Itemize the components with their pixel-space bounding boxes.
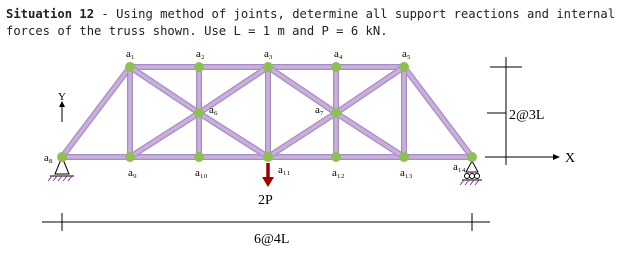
- joint-label-a3: a₃: [264, 48, 273, 60]
- joint-label-a6: a₆: [209, 104, 218, 116]
- joint-label-a4: a₄: [334, 48, 343, 60]
- joint-label-a12: a₁₂: [332, 167, 345, 179]
- load-label: 2P: [258, 193, 273, 208]
- joint-label-a9: a₉: [128, 167, 137, 179]
- joint-label-a1: a₁: [126, 48, 135, 60]
- member-a1-a6: [130, 67, 199, 113]
- joint-a6: [194, 108, 204, 118]
- y-axis-label: Y: [58, 91, 66, 103]
- span-dimension-line: [42, 213, 490, 231]
- member-a7-a5: [336, 67, 404, 113]
- joint-a14: [467, 152, 477, 162]
- member-a9-a6: [130, 113, 199, 157]
- joint-label-a8: a₈: [44, 152, 53, 164]
- joint-a5: [399, 62, 409, 72]
- joint-label-a10: a₁₀: [195, 167, 208, 179]
- joint-label-a7: a₇: [315, 104, 324, 116]
- joint-a4: [331, 62, 341, 72]
- joint-label-a11: a₁₁: [278, 164, 291, 176]
- joint-a13: [399, 152, 409, 162]
- y-axis-arrow: [59, 101, 65, 122]
- member-a3-a7: [268, 67, 336, 113]
- member-a6-a11: [199, 113, 268, 157]
- truss-members: [62, 67, 472, 157]
- problem-body: Using method of joints, determine all support reactions and internal forces of the truss shown. Use L = 1 m and P = 6 kN.: [6, 7, 623, 38]
- joint-a10: [194, 152, 204, 162]
- member-a11-a7: [268, 113, 336, 157]
- joint-a2: [194, 62, 204, 72]
- member-a5-a14: [404, 67, 472, 157]
- dash: -: [101, 7, 109, 21]
- joint-a11: [263, 152, 273, 162]
- joint-a8: [57, 152, 67, 162]
- joint-label-a13: a₁₃: [400, 167, 413, 179]
- joint-a1: [125, 62, 135, 72]
- joint-a12: [331, 152, 341, 162]
- height-dimension-label: 2@3L: [509, 108, 545, 123]
- x-axis-label: X: [565, 151, 576, 166]
- joint-a7: [331, 108, 341, 118]
- span-dimension-label: 6@4L: [254, 232, 290, 247]
- member-a8-a1: [62, 67, 130, 157]
- joint-label-a14: a₁₄: [453, 161, 466, 173]
- situation-label: Situation 12: [6, 7, 95, 21]
- joint-label-a2: a₂: [196, 48, 205, 60]
- load-arrow: [262, 163, 274, 187]
- joint-label-a5: a₅: [402, 48, 411, 60]
- joint-a9: [125, 152, 135, 162]
- joint-a3: [263, 62, 273, 72]
- member-a7-a13: [336, 113, 404, 157]
